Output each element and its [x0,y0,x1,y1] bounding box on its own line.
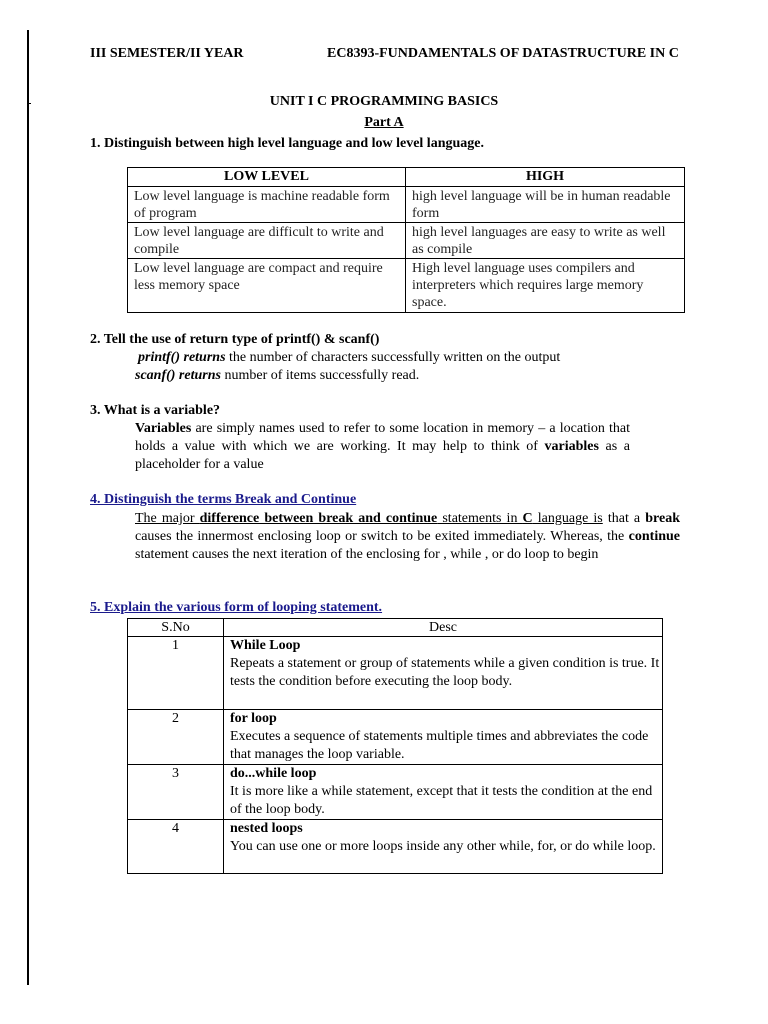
column-header-sno: S.No [128,619,224,637]
table-cell-desc [224,765,663,820]
loop-title: While Loop [230,638,301,653]
table-cell: Low level language is machine readable form of program [128,187,406,223]
variable-text-1: are simply names used to refer to some location in memory – a location that holds a value with which we are working. It may help to think of [135,421,630,454]
question-3: 3. What is a variable? [90,403,221,418]
table-row [128,259,685,313]
column-header-high: HIGH [406,168,685,187]
variables-term-2: variables [544,439,599,454]
break-text-3: language is [532,511,603,526]
break-term-break: break [645,511,680,526]
column-header-desc: Desc [224,619,663,637]
loop-title: nested loops [230,821,303,836]
break-term-1: difference between break and continue [199,511,438,526]
table-cell: Low level language are compact and require less memory space [128,259,406,313]
printf-term: printf() returns [138,350,226,365]
language-comparison-table [127,167,685,313]
table-cell-sno: 4 [128,820,224,874]
loop-title: for loop [230,711,277,726]
break-continue-answer [135,510,680,564]
table-cell: Low level language are difficult to write and compile [128,223,406,259]
table-cell: High level language uses compilers and interpreters which requires large memory space. [406,259,685,313]
loop-title: do...while loop [230,766,317,781]
table-cell-desc [224,820,663,874]
table-row [128,187,685,223]
table-cell-sno: 1 [128,637,224,710]
table-cell-sno: 3 [128,765,224,820]
table-cell-sno: 2 [128,710,224,765]
table-row [128,710,663,765]
scanf-text: number of items successfully read. [220,368,420,383]
table-row [128,223,685,259]
unit-title: UNIT I C PROGRAMMING BASICS [269,94,499,109]
printf-answer [138,349,560,367]
loop-description: You can use one or more loops inside any other while, for, or do while loop. [230,839,656,854]
part-title: Part A [364,115,404,130]
break-text-1: The major [135,511,200,526]
question-2: 2. Tell the use of return type of printf() & scanf() [90,332,380,347]
break-text-6: statement causes the next iteration of the enclosing for , while , or do loop to begin [135,547,599,562]
variable-answer [135,420,630,474]
scanf-answer [135,367,419,385]
header-course: EC8393-FUNDAMENTALS OF DATASTRUCTURE IN C [327,46,679,61]
break-text-4: that a [602,511,646,526]
table-cell-desc [224,637,663,710]
break-term-continue: continue [628,529,680,544]
table-cell: high level languages are easy to write as well as compile [406,223,685,259]
break-text-2: statements in [437,511,523,526]
question-5-link[interactable]: 5. Explain the various form of looping statement. [90,600,383,615]
table-cell: high level language will be in human readable form [406,187,685,223]
table-header-row [128,168,685,187]
table-cell-desc [224,710,663,765]
variables-term: Variables [135,421,192,436]
header-semester: III SEMESTER/II YEAR [90,46,244,61]
variable-text-2: as a placeholder for a value [135,439,630,472]
break-text-5: causes the innermost enclosing loop or switch to be exited immediately. Whereas, the [135,529,629,544]
table-row [128,820,663,874]
table-row [128,765,663,820]
scanf-term: scanf() returns [135,368,221,383]
table-header-row [128,619,663,637]
page-margin-rule [27,30,29,985]
printf-text: the number of characters successfully written on the output [225,350,561,365]
loop-description: Repeats a statement or group of statements while a given condition is true. It tests the condition before executing the loop body. [230,656,660,689]
loop-description: Executes a sequence of statements multiple times and abbreviates the code that manages the loop variable. [230,729,649,762]
looping-table [127,618,663,874]
question-4-link[interactable]: 4. Distinguish the terms Break and Continue [90,492,357,507]
question-1: 1. Distinguish between high level language and low level language. [90,136,484,151]
break-term-c: C [522,511,533,526]
table-row [128,637,663,710]
loop-description: It is more like a while statement, except that it tests the condition at the end of the loop body. [230,784,653,817]
column-header-low-level: LOW LEVEL [128,168,406,187]
